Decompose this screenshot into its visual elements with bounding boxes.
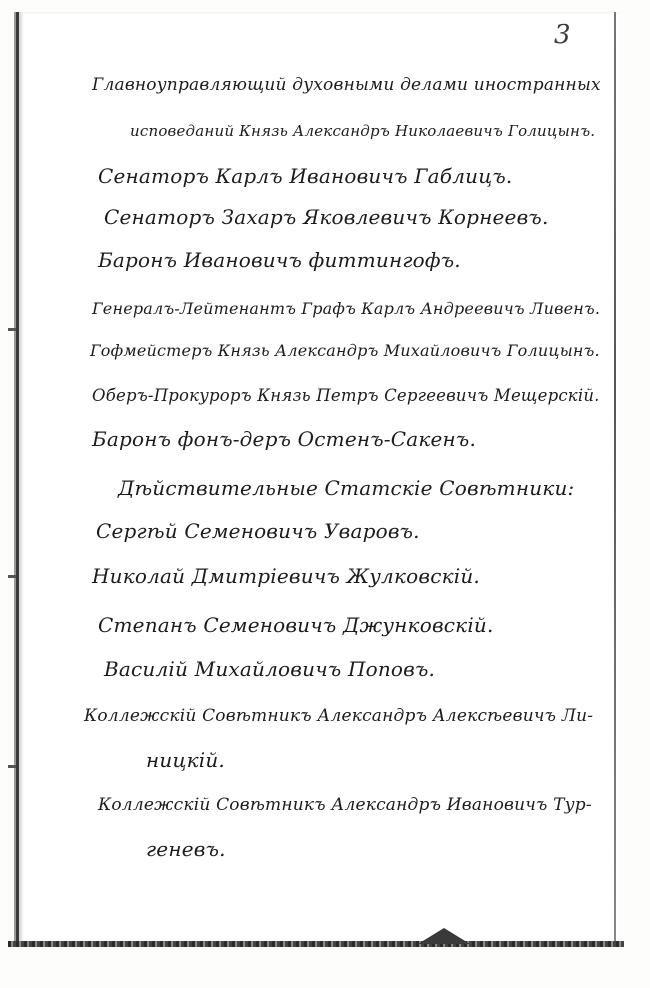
- text-line: Генералъ-Лейтенантъ Графъ Карлъ Андреевичъ Ливенъ.: [92, 299, 601, 318]
- text-line: Степанъ Семеновичъ Джунковскій.: [98, 613, 494, 637]
- text-line: Сергѣй Семеновичъ Уваровъ.: [96, 519, 420, 543]
- text-line: Главноуправляющий духовными делами иностранных: [92, 75, 601, 95]
- text-line: геневъ.: [146, 837, 226, 861]
- text-line: Баронъ фонъ-деръ Остенъ-Сакенъ.: [92, 427, 477, 451]
- text-line: Коллежскій Совѣтникъ Александръ Алексѣевичъ Ли-: [84, 706, 594, 726]
- section-heading: Дѣйствительные Статскіе Совѣтники:: [118, 476, 575, 500]
- text-line: ницкій.: [146, 748, 225, 772]
- text-line: Сенаторъ Захаръ Яковлевичъ Корнеевъ.: [104, 205, 549, 229]
- text-line: Василій Михайловичъ Поповъ.: [104, 657, 436, 681]
- text-line: Коллежскій Совѣтникъ Александръ Ивановичъ Тур-: [98, 795, 592, 815]
- text-line: исповеданий Князь Александръ Николаевичъ Голицынъ.: [130, 122, 596, 140]
- text-line: Николай Дмитріевичъ Жулковскій.: [92, 564, 480, 588]
- text-line: Оберъ-Прокуроръ Князь Петръ Сергеевичъ Мещерскій.: [92, 386, 600, 405]
- text-line: Гофмейстеръ Князь Александръ Михайловичъ Голицынъ.: [90, 341, 600, 360]
- text-line: Баронъ Ивановичъ фиттингофъ.: [98, 248, 461, 272]
- page-number: 3: [554, 20, 571, 50]
- text-line: Сенаторъ Карлъ Ивановичъ Габлицъ.: [98, 164, 513, 188]
